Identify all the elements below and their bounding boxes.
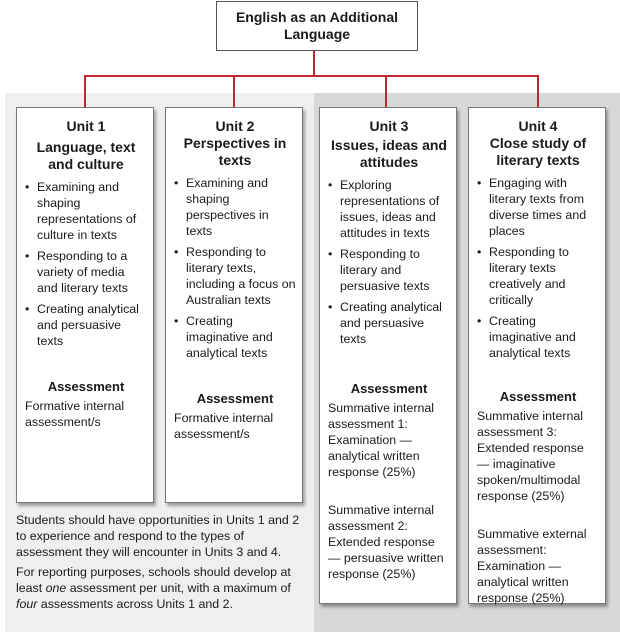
list-item: • Responding to literary texts creatively and critically <box>477 245 569 307</box>
connector-unit-1 <box>84 75 86 108</box>
assessment-item: Summative external assessment: Examination — analytical written response (25%) <box>477 527 587 605</box>
unit-4-assessment-heading: Assessment <box>499 389 577 404</box>
unit-4-topic: Close study of literary texts <box>489 135 587 168</box>
reporting-note <box>16 512 308 615</box>
unit-3-assessment-heading: Assessment <box>350 381 428 396</box>
bullet-icon: • <box>174 176 179 190</box>
emphasis-one: one <box>45 580 67 595</box>
assessment-item: Formative internal assessment/s <box>25 399 125 429</box>
unit-1-number: Unit 1 <box>66 118 106 134</box>
unit-3-box <box>319 107 457 604</box>
connector-unit-3 <box>385 75 387 108</box>
bullet-icon: • <box>174 245 179 259</box>
bullet-icon: • <box>25 180 30 194</box>
bullet-icon: • <box>25 249 30 263</box>
connector-horizontal <box>84 75 539 77</box>
bullet-icon: • <box>328 247 333 261</box>
list-item: • Creating imaginative and analytical texts <box>477 314 576 360</box>
unit-1-assessment-heading: Assessment <box>47 379 125 394</box>
list-item: • Creating analytical and persuasive texts <box>25 302 139 348</box>
list-item: • Exploring representations of issues, ideas and attitudes in texts <box>328 178 440 240</box>
list-item: • Engaging with literary texts from diverse times and places <box>477 176 587 238</box>
unit-1-topic: Language, text and culture <box>36 139 136 172</box>
bullet-icon: • <box>25 302 30 316</box>
bullet-icon: • <box>477 245 482 259</box>
assessment-item: Formative internal assessment/s <box>174 411 274 441</box>
unit-2-bullets <box>174 175 296 361</box>
unit-4-assessment <box>477 408 599 606</box>
assessment-item: Summative internal assessment 2: Extended response — persuasive written response (25%) <box>328 503 444 581</box>
bullet-icon: • <box>328 178 333 192</box>
emphasis-four: four <box>16 597 38 612</box>
note-paragraph-2: For reporting purposes, schools should develop at least one assessment per unit, with a maximum of four assessments across Units 1 and 2. <box>16 564 291 612</box>
unit-3-bullets <box>328 177 450 347</box>
unit-3-number: Unit 3 <box>369 118 409 134</box>
assessment-item: Summative internal assessment 3: Extended response — imaginative spoken/multimodal response (25%) <box>477 409 584 503</box>
bullet-icon: • <box>328 300 333 314</box>
unit-2-assessment-heading: Assessment <box>196 391 274 406</box>
unit-1-bullets <box>25 179 147 349</box>
connector-unit-4 <box>537 75 539 108</box>
bullet-icon: • <box>477 314 482 328</box>
unit-4-bullets <box>477 175 599 361</box>
list-item: • Responding to literary texts, including a focus on Australian texts <box>174 245 296 307</box>
unit-4-box <box>468 107 606 604</box>
unit-2-box <box>165 107 303 503</box>
list-item: • Responding to literary and persuasive texts <box>328 247 430 293</box>
unit-1-box <box>16 107 154 503</box>
bullet-icon: • <box>477 176 482 190</box>
note-paragraph-1: Students should have opportunities in Units 1 and 2 to experience and respond to the types of assessment they will encounter in Units 3 and 4. <box>16 513 300 560</box>
list-item: • Creating analytical and persuasive texts <box>328 300 442 346</box>
subject-title-box <box>216 1 418 51</box>
subject-title: English as an Additional Language <box>235 9 399 42</box>
unit-3-topic: Issues, ideas and attitudes <box>331 137 447 170</box>
unit-2-assessment <box>174 410 296 442</box>
list-item: • Responding to a variety of media and literary texts <box>25 249 128 295</box>
unit-3-assessment <box>328 400 450 582</box>
connector-unit-2 <box>233 75 235 108</box>
unit-1-assessment <box>25 398 147 430</box>
list-item: • Creating imaginative and analytical texts <box>174 314 273 360</box>
connector-trunk <box>313 51 315 76</box>
assessment-item: Summative internal assessment 1: Examination — analytical written response (25%) <box>328 401 435 479</box>
bullet-icon: • <box>174 314 179 328</box>
unit-2-number: Unit 2 <box>215 118 255 134</box>
list-item: • Examining and shaping perspectives in texts <box>174 176 269 238</box>
unit-2-topic: Perspectives in texts <box>183 135 287 168</box>
unit-4-number: Unit 4 <box>518 118 558 134</box>
list-item: • Examining and shaping representations of culture in texts <box>25 180 137 242</box>
